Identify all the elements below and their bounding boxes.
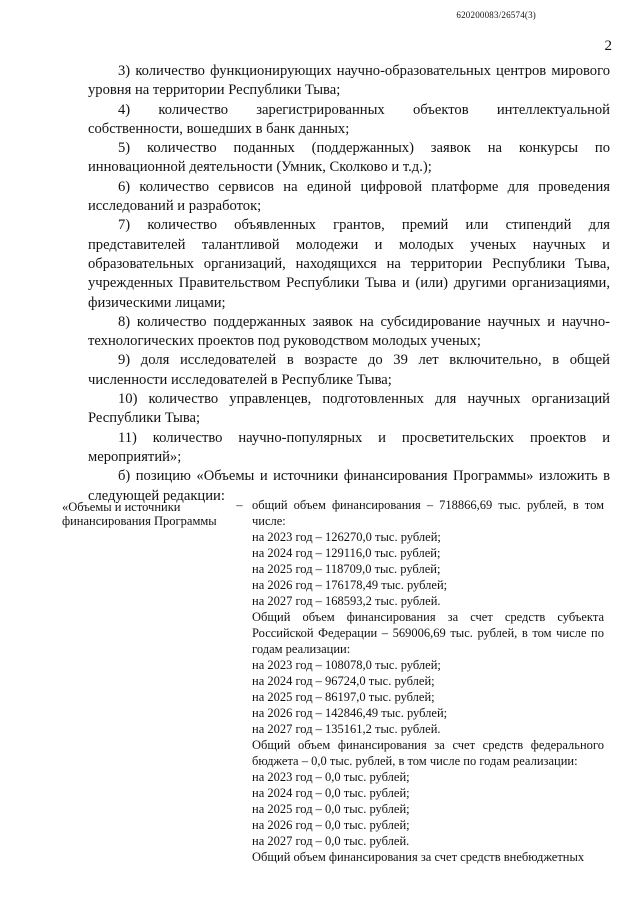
financing-details (252, 497, 604, 865)
financing-line-total: общий объем финансирования – 718866,69 тыс. рублей, в том числе: (252, 498, 604, 528)
financing-line: на 2023 год – 126270,0 тыс. рублей; (252, 530, 441, 544)
financing-line-extrabudget: Общий объем финансирования за счет средств внебюджетных (252, 850, 585, 864)
paragraph-amendment-b: б) позицию «Объемы и источники финансирования Программы» изложить в следующей редакции: (88, 468, 610, 504)
financing-line: на 2027 год – 0,0 тыс. рублей. (252, 834, 410, 848)
financing-line: на 2024 год – 129116,0 тыс. рублей; (252, 546, 441, 560)
paragraph-item-11: 11) количество научно-популярных и просветительских проектов и мероприятий»; (88, 429, 610, 465)
financing-line: на 2025 год – 118709,0 тыс. рублей; (252, 562, 441, 576)
financing-row (62, 497, 610, 865)
paragraph-item-9: 9) доля исследователей в возрасте до 39 лет включительно, в общей численности исследователей в Республике Тыва; (88, 352, 610, 388)
paragraph-item-3: 3) количество функционирующих научно-образовательных центров мирового уровня на территории Республики Тыва; (88, 63, 610, 99)
financing-line: на 2023 год – 108078,0 тыс. рублей; (252, 658, 441, 672)
paragraph-item-6: 6) количество сервисов на единой цифровой платформе для проведения исследований и разработок; (88, 178, 610, 215)
financing-line-subject: Общий объем финансирования за счет средств субъекта Российской Федерации – 569006,69 тыс. рублей, в том числе по годам реализации: (252, 610, 604, 656)
paragraph-item-10: 10) количество управленцев, подготовленных для научных организаций Республики Тыва; (88, 391, 610, 427)
financing-line-federal: Общий объем финансирования за счет средств федерального бюджета – 0,0 тыс. рублей, в том числе по годам реализации: (252, 738, 604, 768)
document-body (88, 62, 610, 506)
document-number: 620200083/26574(3) (456, 10, 536, 20)
financing-line: на 2027 год – 168593,2 тыс. рублей. (252, 594, 441, 608)
financing-line: на 2025 год – 86197,0 тыс. рублей; (252, 690, 435, 704)
paragraph-item-5: 5) количество поданных (поддержанных) заявок на конкурсы по инновационной деятельности (Умник, Сколково и т.д.); (88, 140, 610, 176)
financing-label: «Объемы и источники финансирования Программы (62, 500, 217, 528)
financing-line: на 2027 год – 135161,2 тыс. рублей. (252, 722, 441, 736)
paragraph-item-4: 4) количество зарегистрированных объектов интеллектуальной собственности, вошедших в банк данных; (88, 101, 610, 137)
financing-line: на 2023 год – 0,0 тыс. рублей; (252, 770, 410, 784)
financing-line: на 2026 год – 0,0 тыс. рублей; (252, 818, 410, 832)
page-number: 2 (604, 38, 612, 54)
paragraph-item-7: 7) количество объявленных грантов, премий или стипендий для представителей талантливой молодежи и молодых ученых научных и образовательных организаций, находящихся на территории Республики Тыва, учрежденных Правительством Республики Тыва и (или) другими организациями, физическими лицами; (88, 217, 610, 311)
financing-table (62, 497, 610, 865)
paragraph-item-8: 8) количество поддержанных заявок на субсидирование научных и научно-технологических проектов под руководством молодых ученых; (88, 313, 610, 350)
dash-separator: – (236, 498, 243, 512)
financing-line: на 2026 год – 142846,49 тыс. рублей; (252, 706, 448, 720)
financing-line: на 2024 год – 0,0 тыс. рублей; (252, 786, 410, 800)
financing-line: на 2024 год – 96724,0 тыс. рублей; (252, 674, 435, 688)
financing-line: на 2025 год – 0,0 тыс. рублей; (252, 802, 410, 816)
financing-line: на 2026 год – 176178,49 тыс. рублей; (252, 578, 448, 592)
